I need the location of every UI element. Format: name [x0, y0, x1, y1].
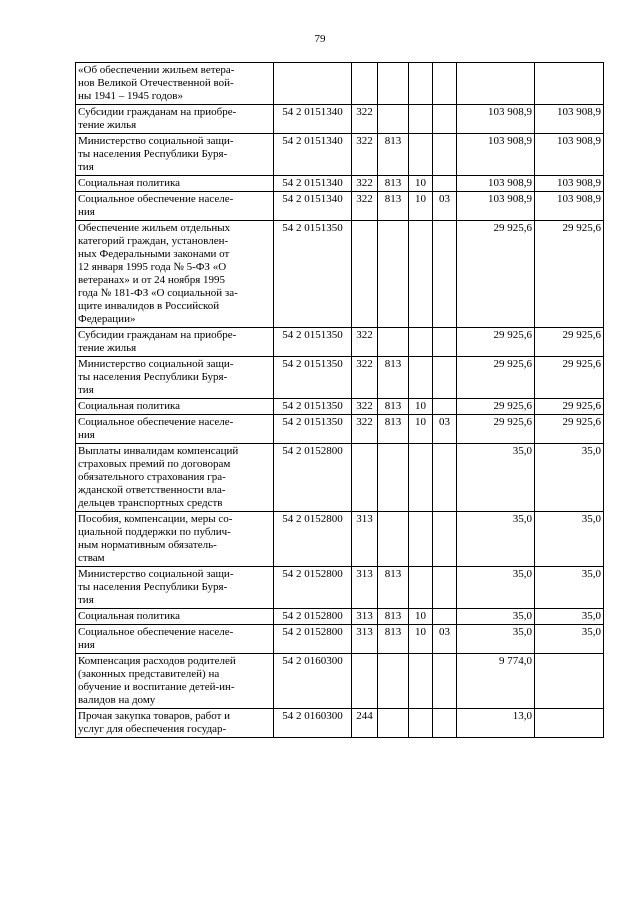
item-name-line: обучение и воспитание детей-ин-	[78, 681, 235, 693]
item-name-line: года № 181-ФЗ «О социальной за-	[78, 287, 238, 299]
amount-year1-cell: 35,0	[457, 512, 535, 567]
amount-year2-cell: 29 925,6	[535, 415, 604, 444]
subsection-cell	[433, 567, 457, 609]
amount-year2-cell	[535, 709, 604, 738]
item-name-line: обязательного страхования гра-	[78, 471, 226, 483]
target-article-line: 54 2 01	[282, 626, 316, 638]
expense-type-line: 32	[356, 177, 368, 189]
item-name-line: Пособия, компенсации, меры со-	[78, 513, 233, 525]
item-name-line: Социальная политика	[78, 177, 181, 189]
expense-type-cell	[352, 105, 378, 134]
item-name-line: тия	[78, 384, 94, 396]
expense-type-cell	[352, 328, 378, 357]
target-article-line: 54 2 01	[282, 445, 316, 457]
item-name-line: Социальная политика	[78, 610, 181, 622]
item-name-cell	[76, 63, 274, 105]
expense-type-line: 3	[367, 626, 373, 638]
ministry-code-cell	[378, 709, 409, 738]
item-name-line: услуг для обеспечения государ-	[78, 723, 227, 735]
section-cell	[409, 176, 433, 192]
item-name-line: Социальное обеспечение населе-	[78, 626, 234, 638]
budget-table-body	[76, 63, 604, 738]
table-row	[76, 63, 604, 105]
item-name-cell	[76, 134, 274, 176]
target-article-cell	[274, 444, 352, 512]
section-line: 1	[415, 610, 421, 622]
target-article-line: 52800	[315, 568, 343, 580]
item-name-line: ных Федеральными законами от	[78, 248, 230, 260]
section-line: 0	[420, 193, 426, 205]
amount-year2-cell	[535, 654, 604, 709]
amount-year1-cell: 103 908,9	[457, 105, 535, 134]
target-article-line: 52800	[315, 513, 343, 525]
item-name-line: (законных представителей) на	[78, 668, 220, 680]
expense-type-cell	[352, 399, 378, 415]
amount-year2-cell: 35,0	[535, 625, 604, 654]
subsection-cell	[433, 709, 457, 738]
amount-year2-cell: 35,0	[535, 444, 604, 512]
subsection-cell	[433, 105, 457, 134]
subsection-cell: 03	[433, 192, 457, 221]
section-cell	[409, 221, 433, 328]
expense-type-line: 32	[356, 135, 368, 147]
target-article-line: 54 2 01	[282, 106, 316, 118]
item-name-line: тение жилья	[78, 119, 137, 131]
target-article-cell	[274, 654, 352, 709]
amount-year1-cell: 9 774,0	[457, 654, 535, 709]
item-name-line: ветеранах» и от 24 ноября 1995	[78, 274, 226, 286]
section-line: 1	[415, 416, 421, 428]
table-row	[76, 399, 604, 415]
section-line: 0	[420, 400, 426, 412]
target-article-line: 54 2 01	[282, 610, 316, 622]
target-article-cell	[274, 357, 352, 399]
item-name-line: Федерации»	[78, 313, 136, 325]
item-name-line: Субсидии гражданам на приобре-	[78, 106, 237, 118]
amount-year2-cell: 29 925,6	[535, 328, 604, 357]
amount-year1-cell: 103 908,9	[457, 192, 535, 221]
table-row	[76, 328, 604, 357]
item-name-line: Социальная политика	[78, 400, 181, 412]
item-name-line: Выплаты инвалидам компенсаций	[78, 445, 239, 457]
expense-type-line: 4	[367, 710, 373, 722]
section-line: 0	[420, 416, 426, 428]
target-article-line: 54 2 01	[282, 222, 316, 234]
expense-type-line: 2	[367, 106, 373, 118]
target-article-line: 54 2 01	[282, 193, 316, 205]
table-row	[76, 654, 604, 709]
ministry-code-cell	[378, 512, 409, 567]
section-line: 1	[415, 400, 421, 412]
section-line: 1	[415, 193, 421, 205]
target-article-line: 52800	[315, 610, 343, 622]
ministry-code-cell: 813	[378, 415, 409, 444]
target-article-line: 51350	[315, 329, 343, 341]
target-article-cell	[274, 415, 352, 444]
item-name-line: Социальное обеспечение населе-	[78, 416, 234, 428]
expense-type-line: 3	[367, 610, 373, 622]
table-row	[76, 567, 604, 609]
item-name-cell	[76, 415, 274, 444]
subsection-cell: 03	[433, 625, 457, 654]
amount-year2-cell: 29 925,6	[535, 357, 604, 399]
expense-type-line: 2	[367, 193, 373, 205]
item-name-cell	[76, 176, 274, 192]
item-name-line: 12 января 1995 года № 5-ФЗ «О	[78, 261, 227, 273]
item-name-line: ния	[78, 206, 95, 218]
section-line: 0	[420, 626, 426, 638]
item-name-cell	[76, 192, 274, 221]
target-article-cell	[274, 609, 352, 625]
amount-year2-cell: 103 908,9	[535, 105, 604, 134]
table-row	[76, 444, 604, 512]
expense-type-cell	[352, 221, 378, 328]
item-name-line: ты населения Республики Буря-	[78, 371, 228, 383]
table-row	[76, 134, 604, 176]
section-cell	[409, 63, 433, 105]
item-name-line: тия	[78, 594, 94, 606]
subsection-cell	[433, 357, 457, 399]
target-article-cell	[274, 63, 352, 105]
target-article-line: 54 2 01	[282, 710, 316, 722]
target-article-line: 54 2 01	[282, 358, 316, 370]
expense-type-line: 2	[367, 177, 373, 189]
item-name-cell	[76, 357, 274, 399]
expense-type-cell	[352, 654, 378, 709]
item-name-line: валидов на дому	[78, 694, 156, 706]
target-article-cell	[274, 192, 352, 221]
target-article-line: 54 2 01	[282, 513, 316, 525]
expense-type-cell	[352, 357, 378, 399]
item-name-line: тия	[78, 161, 94, 173]
expense-type-line: 2	[367, 416, 373, 428]
item-name-line: циальной поддержки по публич-	[78, 526, 231, 538]
amount-year1-cell: 29 925,6	[457, 399, 535, 415]
item-name-line: Обеспечение жильем отдельных	[78, 222, 231, 234]
target-article-cell	[274, 512, 352, 567]
expense-type-line: 32	[356, 416, 368, 428]
target-article-line: 54 2 01	[282, 416, 316, 428]
item-name-line: ствам	[78, 552, 105, 564]
section-cell	[409, 357, 433, 399]
expense-type-line: 3	[367, 513, 373, 525]
amount-year1-cell: 103 908,9	[457, 134, 535, 176]
section-cell	[409, 192, 433, 221]
amount-year2-cell: 103 908,9	[535, 192, 604, 221]
expense-type-line: 2	[367, 135, 373, 147]
section-line: 1	[415, 177, 421, 189]
target-article-cell	[274, 399, 352, 415]
ministry-code-cell	[378, 654, 409, 709]
expense-type-cell	[352, 134, 378, 176]
section-cell	[409, 105, 433, 134]
item-name-line: дельцев транспортных средств	[78, 497, 223, 509]
target-article-line: 52800	[315, 626, 343, 638]
section-cell	[409, 609, 433, 625]
ministry-code-cell	[378, 444, 409, 512]
item-name-line: Министерство социальной защи-	[78, 358, 234, 370]
item-name-line: ным нормативным обязатель-	[78, 539, 217, 551]
section-line: 0	[420, 610, 426, 622]
amount-year2-cell	[535, 63, 604, 105]
target-article-cell	[274, 709, 352, 738]
subsection-cell	[433, 221, 457, 328]
amount-year1-cell: 29 925,6	[457, 415, 535, 444]
item-name-line: ния	[78, 429, 95, 441]
amount-year1-cell: 35,0	[457, 609, 535, 625]
item-name-line: Министерство социальной защи-	[78, 135, 234, 147]
target-article-line: 54 2 01	[282, 177, 316, 189]
target-article-line: 51350	[315, 358, 343, 370]
expense-type-cell	[352, 444, 378, 512]
section-line: 0	[420, 177, 426, 189]
section-cell	[409, 444, 433, 512]
item-name-line: жданской ответственности вла-	[78, 484, 226, 496]
amount-year1-cell: 29 925,6	[457, 221, 535, 328]
subsection-cell	[433, 609, 457, 625]
item-name-line: щите инвалидов в Российской	[78, 300, 220, 312]
expense-type-cell	[352, 609, 378, 625]
target-article-line: 51350	[315, 400, 343, 412]
item-name-cell	[76, 709, 274, 738]
expense-type-line: 31	[356, 626, 368, 638]
section-cell	[409, 567, 433, 609]
amount-year1-cell: 13,0	[457, 709, 535, 738]
ministry-code-cell	[378, 221, 409, 328]
expense-type-line: 2	[367, 400, 373, 412]
subsection-cell	[433, 328, 457, 357]
target-article-line: 52800	[315, 445, 343, 457]
ministry-code-cell: 813	[378, 192, 409, 221]
target-article-line: 51340	[315, 193, 343, 205]
expense-type-cell	[352, 567, 378, 609]
target-article-line: 51340	[315, 177, 343, 189]
target-article-cell	[274, 176, 352, 192]
item-name-line: категорий граждан, установлен-	[78, 235, 229, 247]
target-article-line: 54 2 01	[282, 655, 316, 667]
expense-type-cell	[352, 415, 378, 444]
item-name-cell	[76, 609, 274, 625]
ministry-code-cell: 813	[378, 357, 409, 399]
item-name-cell	[76, 654, 274, 709]
table-row	[76, 192, 604, 221]
amount-year2-cell: 29 925,6	[535, 221, 604, 328]
item-name-line: ния	[78, 639, 95, 651]
subsection-cell	[433, 399, 457, 415]
amount-year2-cell: 29 925,6	[535, 399, 604, 415]
amount-year1-cell: 35,0	[457, 567, 535, 609]
item-name-cell	[76, 221, 274, 328]
item-name-line: тение жилья	[78, 342, 137, 354]
section-cell	[409, 399, 433, 415]
ministry-code-cell: 813	[378, 609, 409, 625]
subsection-cell	[433, 63, 457, 105]
expense-type-line: 2	[367, 358, 373, 370]
item-name-cell	[76, 399, 274, 415]
subsection-cell	[433, 134, 457, 176]
amount-year2-cell: 103 908,9	[535, 176, 604, 192]
target-article-cell	[274, 328, 352, 357]
expense-type-cell	[352, 192, 378, 221]
subsection-cell	[433, 444, 457, 512]
table-row	[76, 709, 604, 738]
expense-type-line: 3	[367, 568, 373, 580]
section-line: 1	[415, 626, 421, 638]
section-cell	[409, 328, 433, 357]
target-article-cell	[274, 567, 352, 609]
item-name-line: ны 1941 – 1945 годов»	[78, 90, 183, 102]
amount-year2-cell: 35,0	[535, 567, 604, 609]
amount-year2-cell: 103 908,9	[535, 134, 604, 176]
expense-type-line: 31	[356, 610, 368, 622]
expense-type-cell	[352, 625, 378, 654]
amount-year1-cell: 35,0	[457, 444, 535, 512]
budget-table	[75, 62, 604, 738]
amount-year1-cell: 29 925,6	[457, 328, 535, 357]
item-name-line: Субсидии гражданам на приобре-	[78, 329, 237, 341]
target-article-line: 51350	[315, 416, 343, 428]
target-article-line: 51350	[315, 222, 343, 234]
item-name-cell	[76, 625, 274, 654]
table-row	[76, 415, 604, 444]
expense-type-line: 32	[356, 106, 368, 118]
item-name-cell	[76, 512, 274, 567]
expense-type-cell	[352, 512, 378, 567]
subsection-cell	[433, 176, 457, 192]
expense-type-line: 32	[356, 329, 368, 341]
target-article-cell	[274, 134, 352, 176]
item-name-cell	[76, 328, 274, 357]
table-row	[76, 105, 604, 134]
target-article-cell	[274, 221, 352, 328]
expense-type-line: 32	[356, 358, 368, 370]
item-name-line: «Об обеспечении жильем ветера-	[78, 64, 235, 76]
section-cell	[409, 625, 433, 654]
ministry-code-cell: 813	[378, 567, 409, 609]
target-article-line: 54 2 01	[282, 135, 316, 147]
table-row	[76, 221, 604, 328]
target-article-line: 54 2 01	[282, 329, 316, 341]
target-article-line: 51340	[315, 135, 343, 147]
section-cell	[409, 134, 433, 176]
target-article-line: 54 2 01	[282, 400, 316, 412]
expense-type-cell	[352, 176, 378, 192]
subsection-cell: 03	[433, 415, 457, 444]
section-cell	[409, 415, 433, 444]
item-name-cell	[76, 105, 274, 134]
amount-year1-cell	[457, 63, 535, 105]
expense-type-line: 31	[356, 568, 368, 580]
expense-type-cell	[352, 63, 378, 105]
ministry-code-cell: 813	[378, 625, 409, 654]
table-row	[76, 625, 604, 654]
amount-year1-cell: 35,0	[457, 625, 535, 654]
item-name-line: Социальное обеспечение населе-	[78, 193, 234, 205]
ministry-code-cell: 813	[378, 176, 409, 192]
target-article-line: 51340	[315, 106, 343, 118]
target-article-cell	[274, 105, 352, 134]
item-name-line: Министерство социальной защи-	[78, 568, 234, 580]
section-cell	[409, 654, 433, 709]
item-name-line: нов Великой Отечественной вой-	[78, 77, 234, 89]
ministry-code-cell: 813	[378, 399, 409, 415]
section-cell	[409, 512, 433, 567]
target-article-line: 60300	[315, 655, 343, 667]
expense-type-line: 24	[356, 710, 368, 722]
section-cell	[409, 709, 433, 738]
table-row	[76, 176, 604, 192]
table-row	[76, 609, 604, 625]
item-name-line: страховых премий по договорам	[78, 458, 231, 470]
table-row	[76, 357, 604, 399]
subsection-cell	[433, 512, 457, 567]
item-name-cell	[76, 444, 274, 512]
expense-type-cell	[352, 709, 378, 738]
table-row	[76, 512, 604, 567]
expense-type-line: 32	[356, 193, 368, 205]
subsection-cell	[433, 654, 457, 709]
ministry-code-cell: 813	[378, 134, 409, 176]
ministry-code-cell	[378, 328, 409, 357]
item-name-line: Компенсация расходов родителей	[78, 655, 236, 667]
expense-type-line: 2	[367, 329, 373, 341]
target-article-line: 60300	[315, 710, 343, 722]
amount-year1-cell: 103 908,9	[457, 176, 535, 192]
item-name-cell	[76, 567, 274, 609]
target-article-cell	[274, 625, 352, 654]
amount-year2-cell: 35,0	[535, 512, 604, 567]
ministry-code-cell	[378, 63, 409, 105]
item-name-line: ты населения Республики Буря-	[78, 148, 228, 160]
item-name-line: Прочая закупка товаров, работ и	[78, 710, 231, 722]
expense-type-line: 31	[356, 513, 368, 525]
page-number: 79	[314, 33, 326, 45]
item-name-line: ты населения Республики Буря-	[78, 581, 228, 593]
amount-year2-cell: 35,0	[535, 609, 604, 625]
ministry-code-cell	[378, 105, 409, 134]
target-article-line: 54 2 01	[282, 568, 316, 580]
expense-type-line: 32	[356, 400, 368, 412]
amount-year1-cell: 29 925,6	[457, 357, 535, 399]
